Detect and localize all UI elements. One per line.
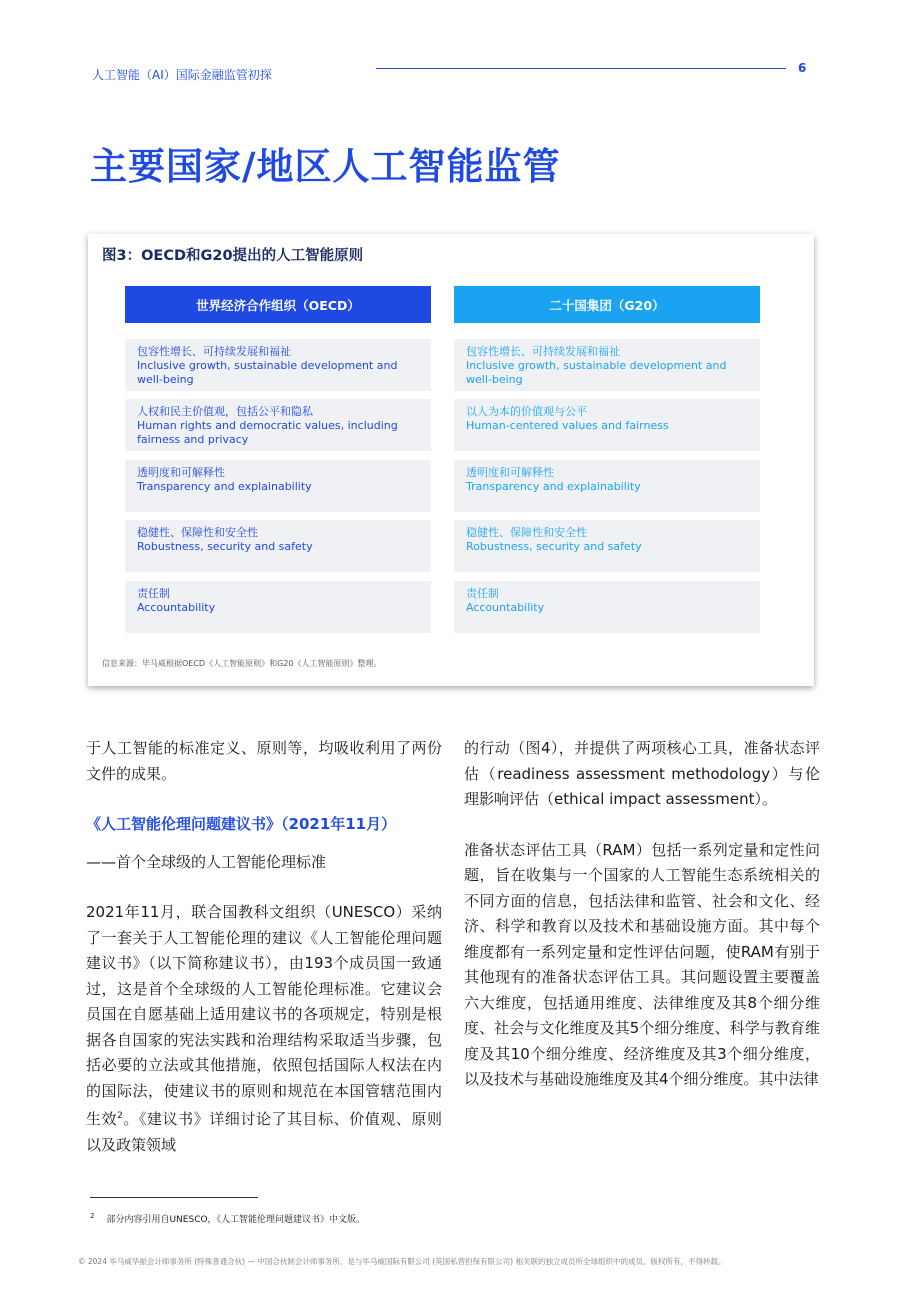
principle-zh: 包容性增长、可持续发展和福祉 xyxy=(466,345,620,358)
oecd-principle-3 xyxy=(125,460,431,512)
principle-zh: 责任制 xyxy=(466,587,499,600)
principle-zh: 稳健性、保障性和安全性 xyxy=(466,526,587,539)
principle-en: Accountability xyxy=(137,601,216,614)
principle-en: Robustness, security and safety xyxy=(137,540,313,553)
body-paragraph: 准备状态评估工具（RAM）包括一系列定量和定性问题，旨在收集与一个国家的人工智能生态系统相关的不同方面的信息，包括法律和监管、社会和文化、经济、科学和教育以及技术和基础设施方面。其中每个维度都有一系列定量和定性评估问题，使RAM有别于其他现有的准备状态评估工具。其问题设置主要覆盖六大维度，包括通用维度、法律维度及其8个细分维度、社会与文化维度及其5个细分维度、科学与教育维度及其10个细分维度、经济维度及其3个细分维度，以及技术与基础设施维度及其4个细分维度。其中法律 xyxy=(464,840,820,1088)
g20-column xyxy=(454,286,760,614)
body-column-right xyxy=(464,736,820,1118)
principle-en: Inclusive growth, sustainable development and well-being xyxy=(137,359,398,386)
body-paragraph: 于人工智能的标准定义、原则等，均吸收利用了两份文件的成果。 xyxy=(86,739,442,783)
body-paragraph: 的行动（图4），并提供了两项核心工具，准备状态评估（readiness assessment methodology）与伦理影响评估（ethical impact assessment）。 xyxy=(464,739,820,808)
body-text: 2021年11月，联合国教科文组织（UNESCO）采纳了一套关于人工智能伦理的建议《人工智能伦理问题建议书》（以下简称建议书），由193个成员国一致通过，这是首个全球级的人工智能伦理标准。它建议会员国在自愿基础上适用建议书的各项规定，特别是根据各自国家的宪法实践和治理结构采取适当步骤，包括必要的立法或其他措施，依照包括国际人权法在内的国际法，使建议书的原则和规范在本国管辖范围内生效 xyxy=(86,903,442,1128)
body-text: 。《建议书》详细讨论了其目标、价值观、原则以及政策领域 xyxy=(86,1110,442,1154)
footnote-text: 部分内容引用自UNESCO，《人工智能伦理问题建议书》中文版。 xyxy=(106,1215,366,1225)
body-paragraph xyxy=(86,900,442,1158)
oecd-column-header: 世界经济合作组织（OECD） xyxy=(125,286,431,323)
principle-zh: 透明度和可解释性 xyxy=(137,466,225,479)
oecd-principle-2 xyxy=(125,399,431,451)
principle-en: Human-centered values and fairness xyxy=(466,419,669,432)
footnote-rule xyxy=(90,1197,258,1198)
g20-principle-3 xyxy=(454,460,760,512)
copyright-notice: © 2024 毕马威华振会计师事务所 (特殊普通合伙) — 中国合伙制会计师事务所，是与毕马威国际有限公司 (英国私营担保有限公司) 相关联的独立成员所全球组织中的成员。版权所有，不得转载。 xyxy=(78,1257,726,1266)
principle-en: Accountability xyxy=(466,601,545,614)
page-title: 主要国家/地区人工智能监管 xyxy=(90,145,561,188)
principle-en: Robustness, security and safety xyxy=(466,540,642,553)
principle-zh: 责任制 xyxy=(137,587,170,600)
g20-principle-5 xyxy=(454,581,760,633)
page-number: 6 xyxy=(798,61,807,75)
oecd-principle-1 xyxy=(125,339,431,391)
g20-principle-2 xyxy=(454,399,760,451)
footnote-reference[interactable]: 2 xyxy=(117,1111,123,1121)
principle-en: Inclusive growth, sustainable development and well-being xyxy=(466,359,727,386)
principle-zh: 透明度和可解释性 xyxy=(466,466,554,479)
principle-en: Transparency and explainability xyxy=(466,480,641,493)
principle-zh: 以人为本的价值观与公平 xyxy=(466,405,587,418)
principle-en: Transparency and explainability xyxy=(137,480,312,493)
g20-column-header: 二十国集团（G20） xyxy=(454,286,760,323)
footnote xyxy=(90,1212,365,1225)
g20-principle-1 xyxy=(454,339,760,391)
principle-en: Human rights and democratic values, including fairness and privacy xyxy=(137,419,398,446)
g20-principle-4 xyxy=(454,520,760,572)
figure-oecd-g20-principles xyxy=(88,234,814,686)
oecd-column xyxy=(125,286,431,614)
footnote-marker: 2 xyxy=(90,1212,95,1220)
oecd-principle-4 xyxy=(125,520,431,572)
principle-zh: 包容性增长、可持续发展和福祉 xyxy=(137,345,291,358)
body-column-left xyxy=(86,736,442,1183)
section-tagline: ——首个全球级的人工智能伦理标准 xyxy=(86,852,327,871)
oecd-principle-5 xyxy=(125,581,431,633)
figure-caption: 图3：OECD和G20提出的人工智能原则 xyxy=(102,248,364,264)
running-title: 人工智能（AI）国际金融监管初探 xyxy=(92,68,272,82)
section-subheading: 《人工智能伦理问题建议书》（2021年11月） xyxy=(86,815,397,833)
header-rule xyxy=(376,68,786,69)
principle-zh: 人权和民主价值观，包括公平和隐私 xyxy=(137,405,313,418)
principle-zh: 稳健性、保障性和安全性 xyxy=(137,526,258,539)
figure-source: 信息来源：毕马威根据OECD《人工智能原则》和G20《人工智能原则》整理。 xyxy=(102,659,382,668)
